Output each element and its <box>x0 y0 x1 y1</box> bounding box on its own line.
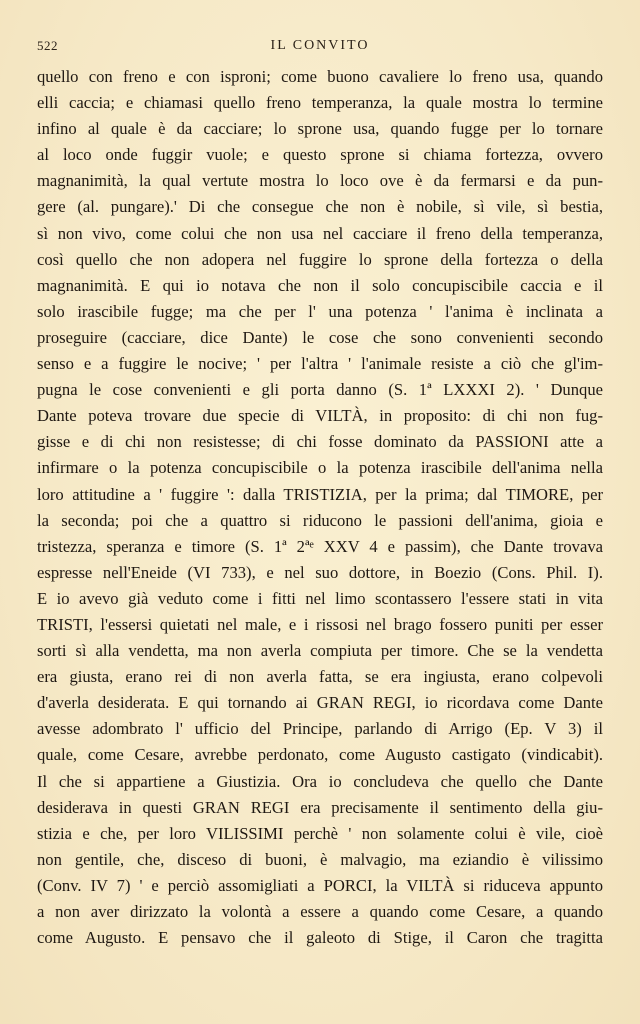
text-line: avesse adombrato l' ufficio del Principe, parlando di Arrigo (Ep. V 3) il <box>37 719 603 739</box>
text-line: Il che si appartiene a Giustizia. Ora io concludeva che quello che Dante <box>37 771 603 791</box>
text-line: la seconda; poi che a quattro si riducono le passioni dell'anima, gioia e <box>37 510 603 530</box>
text-line: loro attitudine a ' fuggire ': dalla TRISTIZIA, per la prima; dal TIMORE, per <box>37 484 603 504</box>
text-line: stizia e che, per loro VILISSIMI perchè ' non solamente colui è vile, cioè <box>37 823 603 843</box>
text-line: era giusta, erano rei di non averla fatta, se era ingiusta, erano colpevoli <box>37 667 603 687</box>
text-line: d'averla desiderata. E qui tornando ai GRAN REGI, io ricordava come Dante <box>37 693 603 713</box>
page-number: 522 <box>37 38 58 53</box>
text-line: quale, come Cesare, avrebbe perdonato, come Augusto castigato (vindicabit). <box>37 745 603 765</box>
text-line: infirmare o la potenza concupiscibile o la potenza irascibile dell'anima nella <box>37 458 603 478</box>
text-line: magnanimità, la qual vertute mostra lo loco ove è da fermarsi e da pun- <box>37 171 603 191</box>
text-line: quello con freno e con isproni; come buono cavaliere lo freno usa, quando <box>37 67 603 86</box>
text-line: E io avevo già veduto come i fitti nel limo scontassero l'essere stati in vita <box>37 588 603 608</box>
text-line: magnanimità. E qui io notava che non il solo concupiscibile caccia e il <box>37 275 603 295</box>
text-line: infino al quale è da cacciare; lo sprone usa, quando fugge per lo tornare <box>37 119 603 139</box>
text-line: tristezza, speranza e timore (S. 1ª 2ªᵉ XXV 4 e passim), che Dante trovava <box>37 536 603 556</box>
text-line: pugna le cose convenienti e gli porta danno (S. 1ª LXXXI 2). ' Dunque <box>37 380 603 400</box>
text-line: Dante poteva trovare due specie di VILTÀ, in proposito: di chi non fug- <box>37 406 603 426</box>
body-text <box>37 64 603 951</box>
text-line: senso e a fuggire le nocive; ' per l'altra ' l'animale resiste a ciò che gl'im- <box>37 354 603 374</box>
running-head <box>37 38 603 58</box>
text-line: come Augusto. E pensavo che il galeoto di Stige, il Caron che tragitta <box>37 928 603 948</box>
text-line: al loco onde fuggir vuole; e questo sprone si chiama fortezza, ovvero <box>37 145 603 165</box>
text-line: TRISTI, l'essersi quietati nel male, e i rissosi nel brago fossero puniti per esser <box>37 614 603 634</box>
text-line: non gentile, che, disceso di buoni, è malvagio, ma eziandio è vilissimo <box>37 849 603 869</box>
text-line: gere (al. pungare).' Di che consegue che non è nobile, sì vile, sì bestia, <box>37 197 603 217</box>
text-line: (Conv. IV 7) ' e perciò assomigliati a PORCI, la VILTÀ si riduceva appunto <box>37 875 603 895</box>
text-line: sorti sì alla vendetta, ma non averla compiuta per timore. Che se la vendetta <box>37 641 603 661</box>
text-line: a non aver dirizzato la volontà a essere a quando come Cesare, a quando <box>37 902 603 921</box>
text-line: gisse e di chi non resistesse; di chi fosse dominato da PASSIONI atte a <box>37 432 603 452</box>
text-line: elli caccia; e chiamasi quello freno temperanza, la quale mostra lo termine <box>37 93 603 113</box>
text-line: espresse nell'Eneide (VI 733), e nel suo dottore, in Boezio (Cons. Phil. I). <box>37 562 603 582</box>
running-title: IL CONVITO <box>270 38 370 53</box>
text-line: desiderava in questi GRAN REGI era precisamente il sentimento della giu- <box>37 797 603 817</box>
text-line: così quello che non adopera nel fuggire lo sprone della fortezza o della <box>37 249 603 269</box>
text-line: solo irascibile fugge; ma che per l' una potenza ' l'anima è inclinata a <box>37 301 603 321</box>
text-line: sì non vivo, come colui che non usa nel cacciare il freno della temperanza, <box>37 223 603 243</box>
text-line: proseguire (cacciare, dice Dante) le cose che sono convenienti secondo <box>37 327 603 347</box>
